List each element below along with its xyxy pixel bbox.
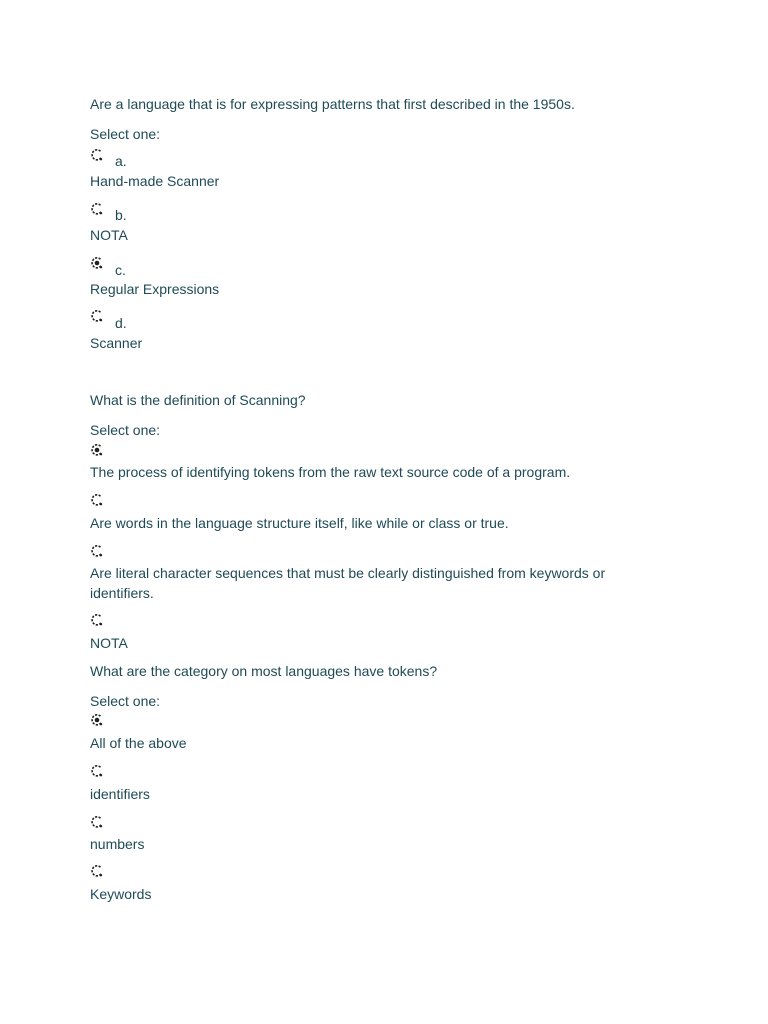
option-letter: a. [115,153,127,169]
radio-icon[interactable] [90,148,104,162]
option-letter: b. [115,207,127,223]
option-label: All of the above [90,735,187,751]
question-1-text: Are a language that is for expressing patterns that first described in the 1950s. [90,96,575,112]
radio-icon[interactable] [90,544,104,558]
option-label: Are literal character sequences that must be clearly distinguished from keywords or identifiers. [90,565,606,601]
option-label: NOTA [90,635,128,651]
option-label: Regular Expressions [90,281,220,297]
question-1-select-one: Select one: [90,126,161,142]
question-3-text: What are the category on most languages have tokens? [90,663,438,679]
option-label: identifiers [90,786,150,802]
radio-checked-icon[interactable] [90,443,104,457]
option-letter: d. [115,315,127,331]
radio-icon[interactable] [90,493,104,507]
question-3-select-one: Select one: [90,693,161,709]
radio-icon[interactable] [90,864,104,878]
radio-icon[interactable] [90,764,104,778]
option-letter: c. [115,262,126,278]
question-2-text: What is the definition of Scanning? [90,392,306,408]
radio-icon[interactable] [90,202,104,216]
option-label: numbers [90,836,145,852]
option-label: Are words in the language structure itself, like while or class or true. [90,515,509,531]
radio-checked-icon[interactable] [90,713,104,727]
radio-checked-icon[interactable] [90,256,104,270]
radio-icon[interactable] [90,815,104,829]
radio-icon[interactable] [90,309,104,323]
option-label: Hand-made Scanner [90,173,220,189]
option-label: The process of identifying tokens from the raw text source code of a program. [90,464,571,480]
option-label: Scanner [90,335,143,351]
option-label: Keywords [90,886,152,902]
radio-icon[interactable] [90,613,104,627]
question-2-select-one: Select one: [90,422,161,438]
option-label: NOTA [90,227,128,243]
